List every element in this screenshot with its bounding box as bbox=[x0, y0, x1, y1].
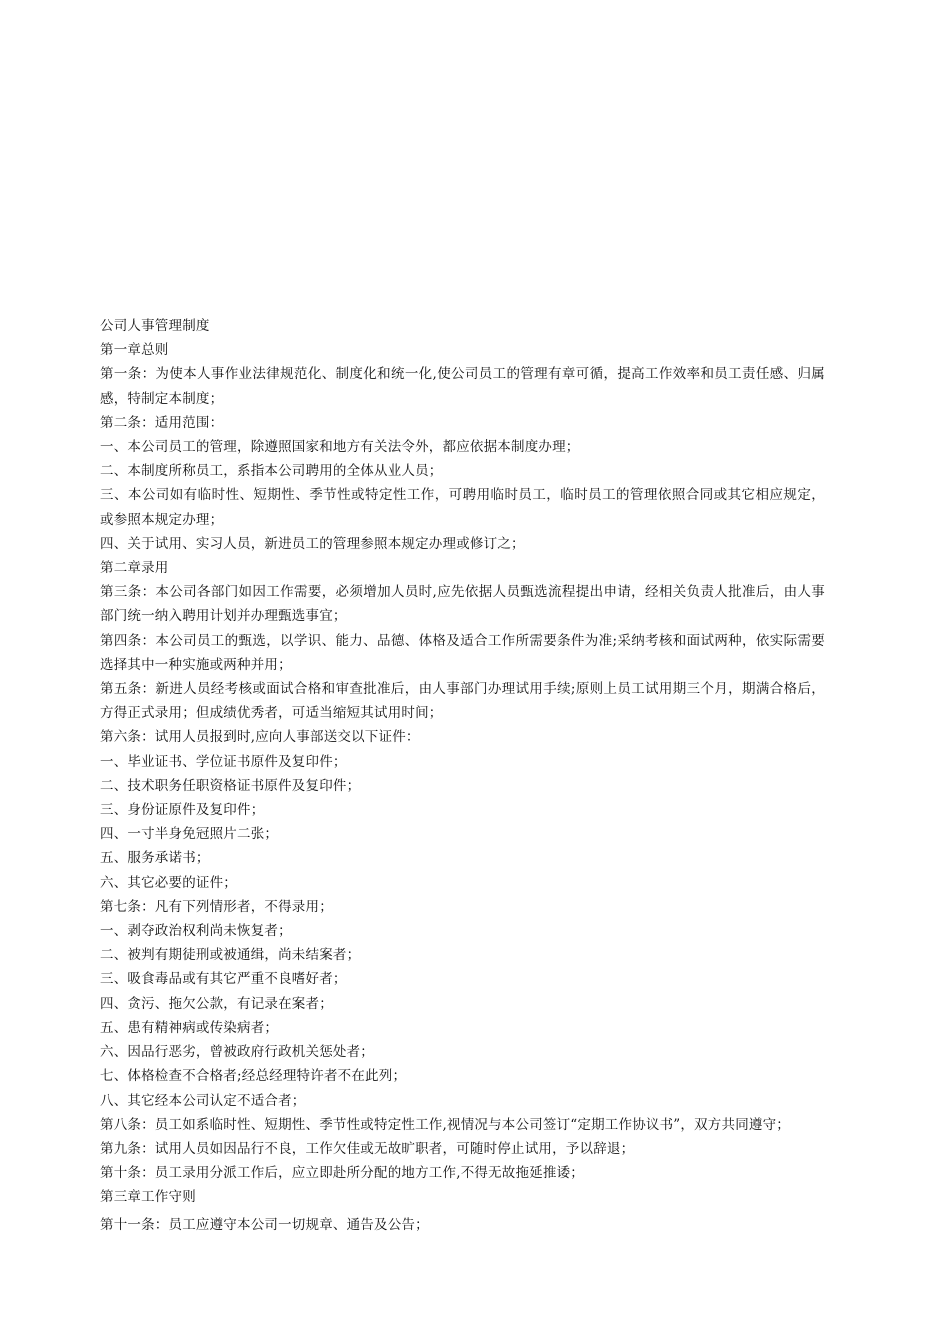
document-line: 一、毕业证书、学位证书原件及复印件； bbox=[100, 753, 347, 770]
document-line: 第十条：员工录用分派工作后，应立即赴所分配的地方工作,不得无故拖延推诿； bbox=[100, 1165, 584, 1182]
document-title: 公司人事管理制度 bbox=[100, 318, 210, 334]
document-line: 第二条：适用范围： bbox=[100, 414, 224, 431]
document-line: 四、一寸半身免冠照片二张； bbox=[100, 826, 279, 843]
chapter-heading: 第一章总则 bbox=[100, 342, 169, 359]
document-paragraph: 三、本公司如有临时性、短期性、季节性或特定性工作，可聘用临时员工，临时员工的管理依照合同或其它相应规定，或参照本规定办理； bbox=[100, 487, 825, 528]
document-line: 五、服务承诺书； bbox=[100, 850, 210, 867]
document-line: 二、本制度所称员工，系指本公司聘用的全体从业人员； bbox=[100, 463, 443, 480]
document-lines bbox=[100, 338, 825, 1237]
document-line: 一、剥夺政治权利尚未恢复者； bbox=[100, 923, 292, 940]
document-paragraph: 第一条：为使本人事作业法律规范化、制度化和统一化,使公司员工的管理有章可循，提高工作效率和员工责任感、归属感，特制定本制度； bbox=[100, 366, 825, 407]
document-line: 第十一条：员工应遵守本公司一切规章、通告及公告； bbox=[100, 1216, 429, 1233]
document-line: 六、其它必要的证件； bbox=[100, 874, 237, 891]
document-paragraph: 第八条：员工如系临时性、短期性、季节性或特定性工作,视情况与本公司签订“定期工作协议书”，双方共同遵守； bbox=[100, 1116, 790, 1133]
document-line: 第九条：试用人员如因品行不良，工作欠佳或无故旷职者，可随时停止试用，予以辞退； bbox=[100, 1140, 635, 1157]
document-paragraph: 第五条：新进人员经考核或面试合格和审查批准后，由人事部门办理试用手续;原则上员工试用期三个月，期满合格后，方得正式录用；但成绩优秀者，可适当缩短其试用时间； bbox=[100, 681, 825, 722]
chapter-heading: 第三章工作守则 bbox=[100, 1189, 196, 1206]
document-body bbox=[100, 314, 825, 1237]
document-line: 三、吸食毒品或有其它严重不良嗜好者； bbox=[100, 971, 347, 988]
document-line: 第六条：试用人员报到时,应向人事部送交以下证件： bbox=[100, 729, 420, 746]
document-line: 六、因品行恶劣，曾被政府行政机关惩处者； bbox=[100, 1044, 374, 1061]
document-line: 四、贪污、拖欠公款，有记录在案者； bbox=[100, 995, 333, 1012]
document-line: 一、本公司员工的管理，除遵照国家和地方有关法令外，都应依据本制度办理； bbox=[100, 439, 580, 456]
document-paragraph: 第三条：本公司各部门如因工作需要，必须增加人员时,应先依据人员甄选流程提出申请，经相关负责人批准后，由人事部门统一纳入聘用计划并办理甄选事宜； bbox=[100, 584, 825, 625]
chapter-heading: 第二章录用 bbox=[100, 560, 169, 577]
document-line: 二、技术职务任职资格证书原件及复印件； bbox=[100, 777, 361, 794]
document-line: 第七条：凡有下列情形者，不得录用； bbox=[100, 898, 333, 915]
document-line: 八、其它经本公司认定不适合者； bbox=[100, 1092, 306, 1109]
document-line: 五、患有精神病或传染病者； bbox=[100, 1019, 279, 1036]
document-paragraph: 第四条：本公司员工的甄选，以学识、能力、品德、体格及适合工作所需要条件为准;采纳考核和面试两种，依实际需要选择其中一种实施或两种并用； bbox=[100, 632, 825, 673]
document-line: 二、被判有期徒刑或被通缉，尚未结案者； bbox=[100, 947, 361, 964]
document-line: 七、体格检查不合格者;经总经理特许者不在此列； bbox=[100, 1068, 407, 1085]
document-line: 三、身份证原件及复印件； bbox=[100, 802, 265, 819]
document-line: 四、关于试用、实习人员，新进员工的管理参照本规定办理或修订之； bbox=[100, 535, 525, 552]
